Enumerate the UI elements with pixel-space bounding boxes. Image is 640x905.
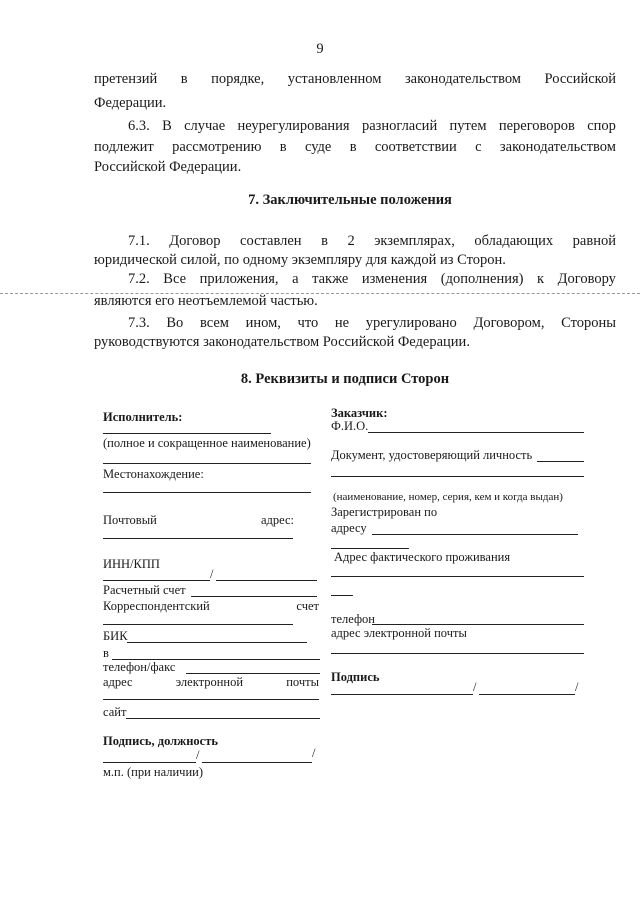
paragraph-line — [94, 138, 616, 156]
executor-stamp-label: м.п. (при наличии) — [103, 765, 203, 779]
executor-corr-field[interactable] — [103, 624, 293, 625]
page-number: 9 — [316, 41, 324, 57]
word: путем — [449, 118, 487, 134]
executor-bik-field[interactable] — [127, 642, 307, 643]
paragraph-line — [128, 232, 616, 250]
paragraph-line: являются его неотъемлемой частью. — [94, 293, 318, 309]
word: претензий — [94, 71, 158, 87]
word: всем — [199, 315, 229, 331]
executor-inn-field[interactable] — [103, 580, 210, 581]
executor-email-label — [103, 675, 319, 690]
word: также — [312, 271, 349, 287]
customer-fio-label: Ф.И.О. — [331, 419, 369, 433]
executor-kpp-field[interactable] — [216, 580, 317, 581]
paragraph-line: юридической силой, по одному экземпляру для каждой из Сторон. — [94, 252, 506, 268]
executor-name-hint: (полное и сокращенное наименование) — [103, 436, 311, 450]
customer-id-hint: (наименование, номер, серия, кем и когда выдан) — [333, 491, 563, 503]
word: Почтовый — [103, 513, 157, 527]
word: урегулировано — [365, 315, 457, 331]
executor-bank-label: в — [103, 646, 109, 660]
word: не — [334, 315, 350, 331]
word: Во — [166, 315, 184, 331]
paragraph-line: руководствуются законодательством Российской Федерации. — [94, 334, 470, 350]
word: в — [321, 233, 328, 249]
word: случае — [184, 118, 226, 134]
customer-sign-slash: / — [575, 680, 579, 694]
word: Российской — [544, 71, 616, 87]
word: рассмотрению — [172, 139, 262, 155]
executor-sign-name-field[interactable] — [202, 762, 312, 763]
executor-location-label: Местонахождение: — [103, 467, 204, 481]
executor-site-field[interactable] — [126, 718, 320, 719]
customer-fio-field[interactable] — [368, 432, 584, 433]
word: почты — [286, 675, 319, 689]
paragraph-line — [94, 70, 616, 88]
word: в — [279, 139, 287, 155]
word: неурегулирования — [237, 118, 350, 134]
executor-postal-field[interactable] — [103, 538, 293, 539]
executor-account-field[interactable] — [191, 596, 317, 597]
word: переговоров — [498, 118, 575, 134]
section-title: 7. Заключительные положения — [248, 192, 452, 208]
word: Договору — [557, 271, 616, 287]
paragraph-line — [128, 270, 616, 288]
customer-actual-address-field-2[interactable] — [331, 595, 353, 596]
customer-actual-address-label: Адрес фактического проживания — [334, 550, 511, 564]
word: Стороны — [561, 315, 616, 331]
executor-inn-label: ИНН/КПП — [103, 557, 160, 571]
customer-registered-label-2: адресу — [331, 521, 367, 535]
word: В — [162, 118, 172, 134]
word: 7.1. — [128, 233, 150, 249]
word: 6.3. — [128, 118, 150, 134]
executor-inn-slash: / — [210, 567, 214, 581]
executor-heading: Исполнитель: — [103, 410, 183, 424]
word: соответствии — [374, 139, 457, 155]
customer-id-field-2[interactable] — [331, 476, 584, 477]
executor-sign-title: Подпись, должность — [103, 734, 218, 748]
word: спор — [587, 118, 616, 134]
customer-phone-label: телефон — [331, 612, 375, 626]
word: суде — [304, 139, 332, 155]
word: обладающих — [474, 233, 554, 249]
word: разногласий — [361, 118, 438, 134]
paragraph-line: Российской Федерации. — [94, 159, 242, 175]
word: изменения — [361, 271, 428, 287]
word: 7.3. — [128, 315, 150, 331]
word: в — [180, 71, 188, 87]
executor-sign-slash: / — [312, 746, 316, 760]
word: а — [292, 271, 299, 287]
executor-postal-label — [103, 513, 294, 528]
word: в — [349, 139, 357, 155]
word: (дополнения) — [440, 271, 524, 287]
customer-heading: Заказчик: — [331, 406, 388, 420]
customer-email-field[interactable] — [331, 653, 584, 654]
executor-email-field[interactable] — [103, 699, 319, 700]
executor-sign-slash: / — [196, 748, 200, 762]
word: подлежит — [94, 139, 154, 155]
executor-account-label: Расчетный счет — [103, 583, 186, 597]
executor-site-label: сайт — [103, 705, 127, 719]
word: 7.2. — [128, 271, 150, 287]
executor-corr-label — [103, 599, 319, 614]
word: ином, — [245, 315, 281, 331]
executor-bik-label: БИК — [103, 629, 128, 643]
word: к — [537, 271, 545, 287]
customer-sign-field[interactable] — [331, 694, 473, 695]
customer-registered-field-2[interactable] — [331, 548, 409, 549]
word: установленном — [287, 71, 382, 87]
word: с — [475, 139, 482, 155]
paragraph-line: Федерации. — [94, 95, 167, 111]
customer-sign-slash: / — [473, 680, 477, 694]
word: адрес — [103, 675, 133, 689]
customer-sign-name-field[interactable] — [479, 694, 575, 695]
word: что — [297, 315, 319, 331]
word: экземплярах, — [374, 233, 455, 249]
customer-actual-address-field[interactable] — [331, 576, 584, 577]
customer-phone-field[interactable] — [372, 624, 584, 625]
word: Договором, — [473, 315, 545, 331]
word: равной — [572, 233, 616, 249]
executor-phone-label: телефон/факс — [103, 660, 176, 674]
word: Все — [163, 271, 187, 287]
customer-id-label: Документ, удостоверяющий личность — [331, 448, 533, 462]
executor-phone-field[interactable] — [186, 673, 320, 674]
word: 2 — [347, 233, 355, 249]
customer-registered-label: Зарегистрирован по — [331, 505, 438, 519]
paragraph-line — [128, 117, 616, 135]
executor-name-field[interactable] — [103, 433, 271, 434]
word: Договор — [169, 233, 221, 249]
customer-email-label: адрес электронной почты — [331, 626, 467, 640]
word: порядке, — [211, 71, 265, 87]
customer-registered-field[interactable] — [372, 534, 578, 535]
word: составлен — [240, 233, 302, 249]
word: приложения, — [199, 271, 279, 287]
customer-sign-label: Подпись — [331, 670, 380, 684]
word: законодательством — [499, 139, 616, 155]
paragraph-line — [128, 314, 616, 332]
section-title: 8. Реквизиты и подписи Сторон — [240, 371, 450, 387]
word: адрес: — [260, 513, 294, 527]
executor-location-field[interactable] — [103, 492, 311, 493]
word: Корреспондентский — [103, 599, 210, 613]
word: законодательством — [404, 71, 521, 87]
executor-sign-field[interactable] — [103, 762, 196, 763]
executor-name-field-2[interactable] — [103, 463, 311, 464]
word: электронной — [175, 675, 244, 689]
customer-id-field[interactable] — [537, 461, 584, 462]
word: счет — [296, 599, 319, 613]
